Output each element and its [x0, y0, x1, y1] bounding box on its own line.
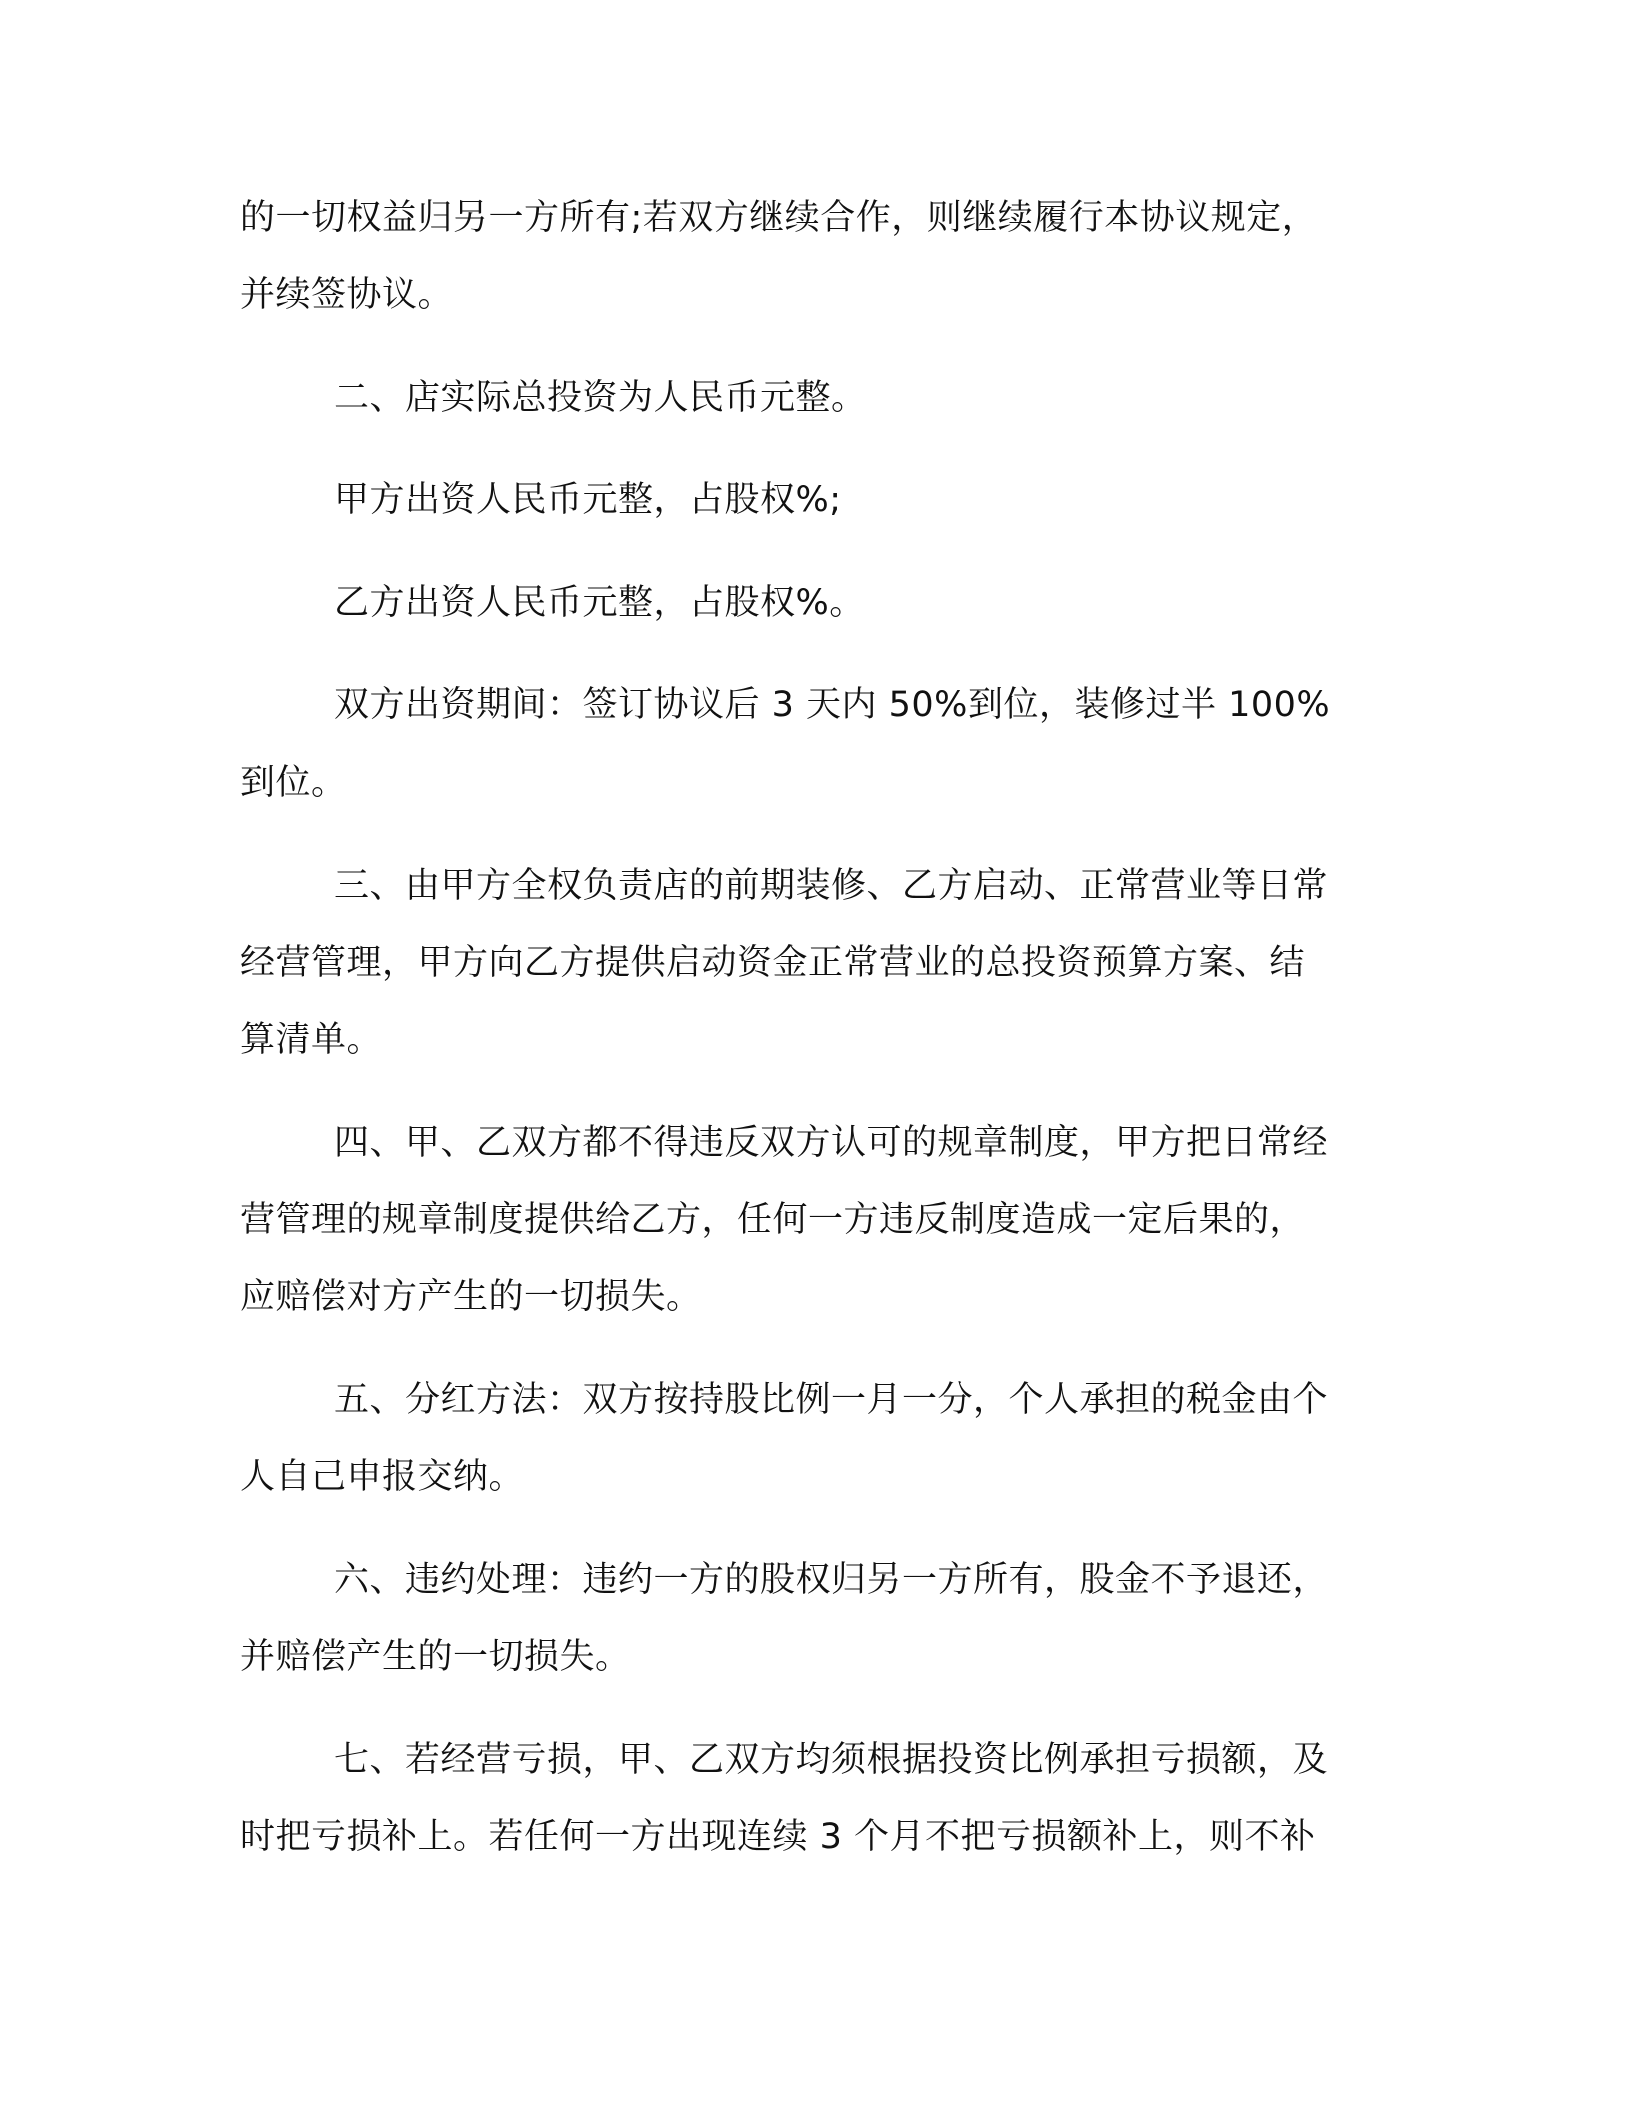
clause-6-heading: 六、违约处理：违约一方的股权归另一方所有，股金不予退还，: [334, 1560, 1329, 1600]
clause-5-heading: 五、分红方法：双方按持股比例一月一分，个人承担的税金由个: [334, 1380, 1329, 1420]
text-line: 的一切权益归另一方所有;若双方继续合作，则继续履行本协议规定，: [240, 198, 1318, 238]
text-line: 算清单。: [240, 1020, 383, 1060]
text-line: 并赔偿产生的一切损失。: [240, 1637, 631, 1677]
text-line: 营管理的规章制度提供给乙方，任何一方违反制度造成一定后果的，: [240, 1200, 1306, 1240]
text-line: 双方出资期间：签订协议后 3 天内 50%到位，装修过半 100%: [334, 685, 1331, 725]
text-line: 经营管理，甲方向乙方提供启动资金正常营业的总投资预算方案、结: [240, 943, 1306, 983]
text-line: 到位。: [240, 763, 347, 803]
clause-3-heading: 三、由甲方全权负责店的前期装修、乙方启动、正常营业等日常: [334, 866, 1329, 906]
clause-2-heading: 二、店实际总投资为人民币元整。: [334, 378, 867, 418]
text-line: 应赔偿对方产生的一切损失。: [240, 1277, 702, 1317]
clause-7-heading: 七、若经营亏损，甲、乙双方均须根据投资比例承担亏损额，及: [334, 1740, 1329, 1780]
text-line: 人自己申报交纳。: [240, 1457, 525, 1497]
text-line: 时把亏损补上。若任何一方出现连续 3 个月不把亏损额补上，则不补: [240, 1817, 1316, 1857]
text-line: 并续签协议。: [240, 275, 454, 315]
text-line: 甲方出资人民币元整，占股权%;: [334, 480, 842, 520]
clause-4-heading: 四、甲、乙双方都不得违反双方认可的规章制度，甲方把日常经: [334, 1123, 1329, 1163]
text-line: 乙方出资人民币元整，占股权%。: [334, 583, 865, 623]
